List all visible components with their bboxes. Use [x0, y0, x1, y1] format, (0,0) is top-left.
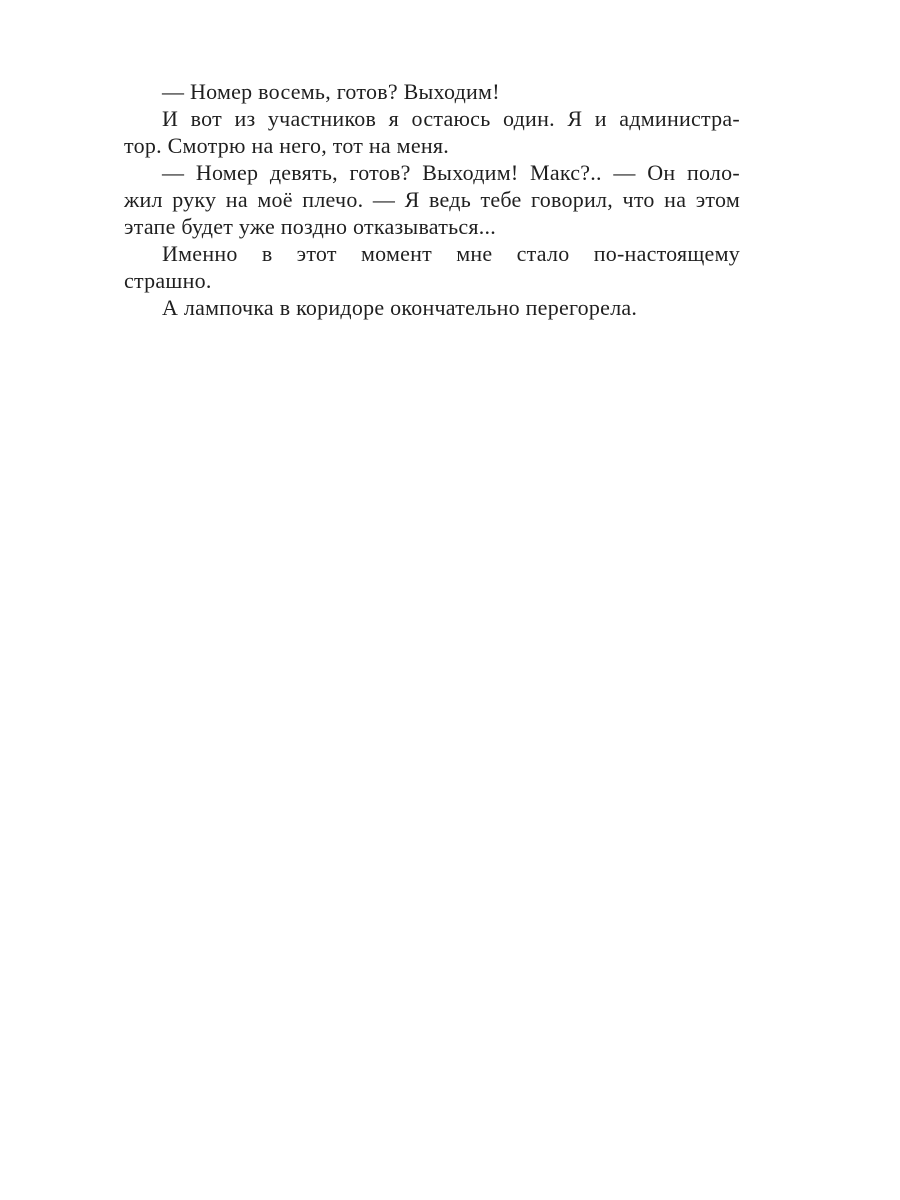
- text-block: [124, 78, 740, 321]
- text-line: тор. Смотрю на него, тот на меня.: [124, 133, 450, 158]
- text-line: А лампочка в коридоре окончательно перегорела.: [162, 295, 638, 320]
- text-line: — Номер восемь, готов? Выходим!: [162, 79, 500, 104]
- text-line: страшно.: [124, 268, 212, 293]
- text-line: И вот из участников я остаюсь один. Я и администра-: [162, 106, 740, 131]
- text-line: этапе будет уже поздно отказываться...: [124, 214, 497, 239]
- text-line: жил руку на моё плечо. — Я ведь тебе говорил, что на этом: [124, 187, 740, 212]
- text-line: Именно в этот момент мне стало по-настоящему: [162, 241, 740, 266]
- text-line: — Номер девять, готов? Выходим! Макс?.. — Он поло-: [162, 160, 740, 185]
